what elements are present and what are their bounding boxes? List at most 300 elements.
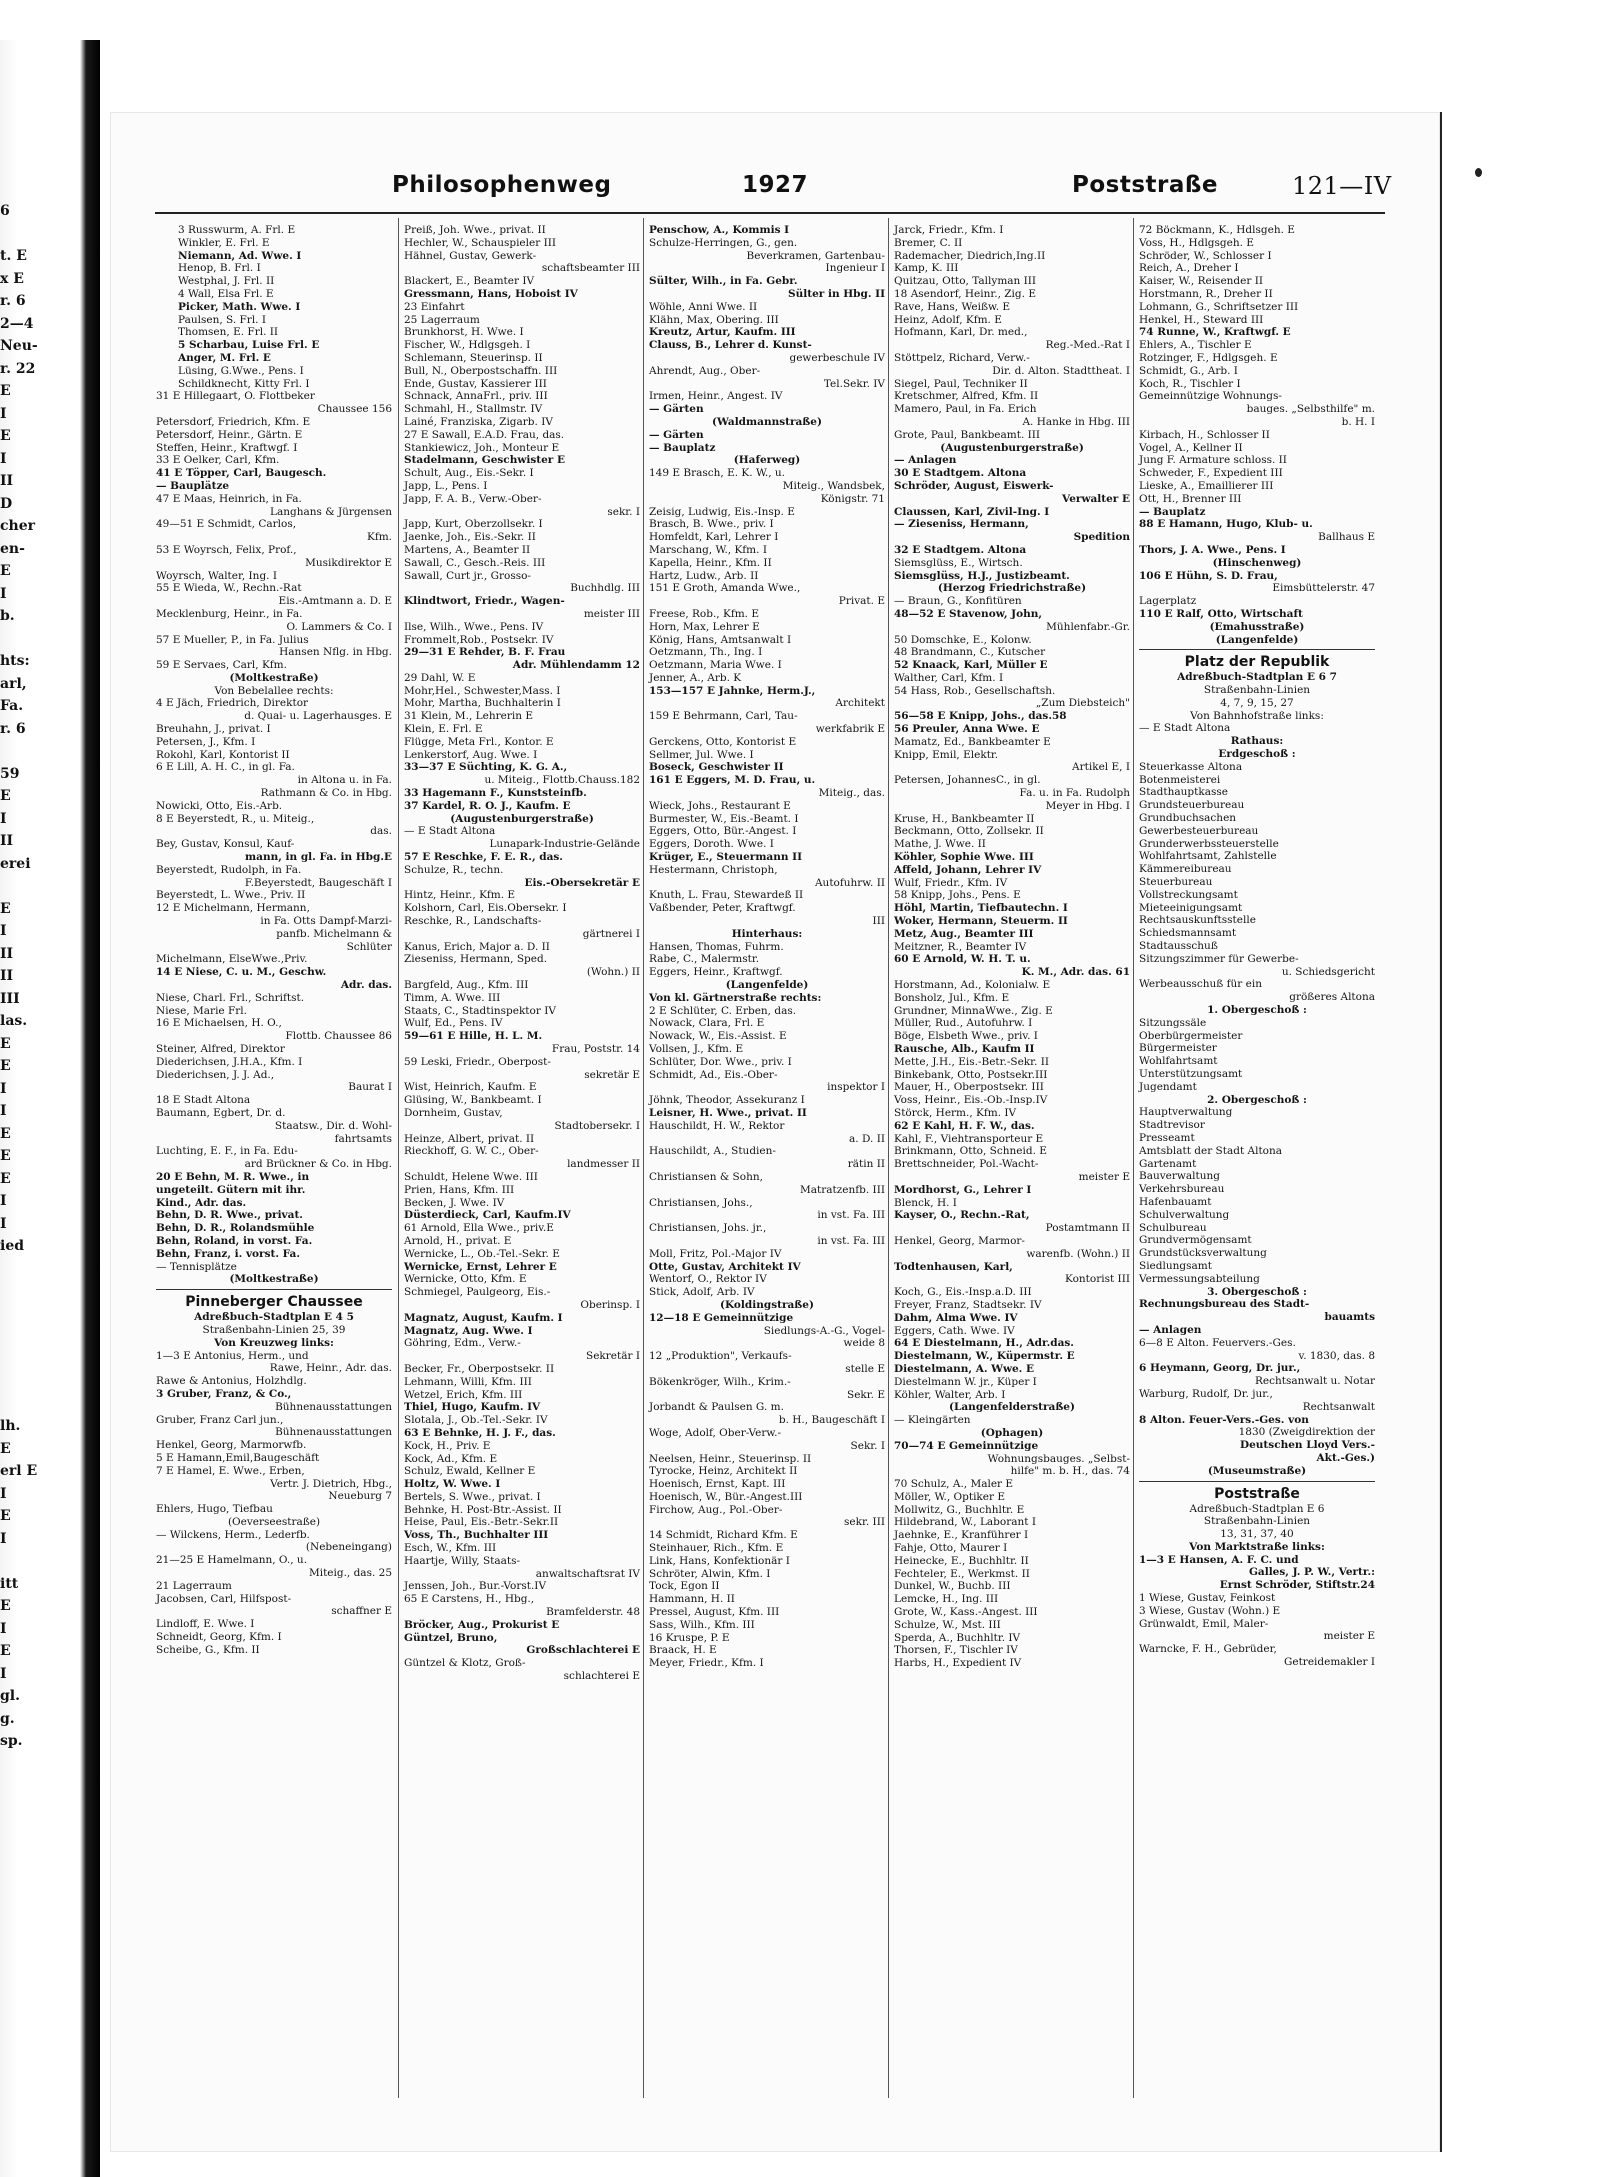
directory-entry-line: Christiansen & Sohn,	[649, 1170, 763, 1183]
directory-entry-line: Königstr. 71	[820, 492, 885, 505]
directory-entry-line: gärtnerei I	[582, 927, 640, 940]
margin-fragment: en-	[0, 540, 25, 557]
directory-entry-line: Eggers, Otto, Bür.-Angest. I	[649, 825, 797, 838]
directory-entry-line: schaffner E	[331, 1605, 392, 1618]
directory-entry-line: Sellmer, Jul. Wwe. I	[649, 748, 754, 761]
column-divider	[398, 218, 399, 2098]
directory-entry-line: Horstmann, Ad., Kolonialw. E	[894, 979, 1051, 992]
margin-fragment: E	[0, 1035, 11, 1052]
directory-entry-line: 56 Preuler, Anna Wwe. E	[894, 723, 1040, 736]
directory-entry-line: Woker, Hermann, Steuerm. II	[894, 915, 1068, 928]
directory-entry-line: Eis.-Obersekretär E	[524, 876, 640, 889]
directory-entry-line: Miteig., das.	[818, 787, 885, 800]
directory-entry-line: Vermessungsabteilung	[1139, 1272, 1260, 1285]
margin-fragment: x E	[0, 270, 24, 287]
directory-entry-line: Bühnenausstattungen	[275, 1400, 392, 1413]
directory-entry-line: Stadelmann, Geschwister E	[404, 454, 565, 467]
directory-entry-line: Knuth, L. Frau, Stewardeß II	[649, 889, 804, 902]
directory-entry-line: Schiedsmannsamt	[1139, 927, 1237, 940]
margin-fragment: E	[0, 1125, 11, 1142]
directory-entry-line: Lindloff, E. Wwe. I	[156, 1618, 255, 1631]
directory-entry-line: Grunderwerbssteuerstelle	[1139, 837, 1279, 850]
margin-fragment: E	[0, 1643, 11, 1659]
directory-entry-line: Tock, Egon II	[649, 1580, 720, 1593]
directory-entry-line: Schlüter	[346, 940, 392, 953]
directory-entry-line: Koch, R., Tischler I	[1139, 377, 1241, 390]
directory-entry-line: 12 „Produktion", Verkaufs-	[649, 1350, 792, 1363]
directory-entry-line: 31 Klein, M., Lehrerin E	[404, 710, 533, 723]
directory-entry-line: — E Stadt Altona	[404, 825, 496, 838]
directory-entry-line: (Langenfelderstraße)	[949, 1401, 1075, 1414]
directory-entry-line: Martens, A., Beamter II	[404, 543, 531, 556]
directory-entry-line: Lüsing, G.Wwe., Pens. I	[178, 364, 304, 377]
directory-entry-line: Brasch, B. Wwe., priv. I	[649, 518, 774, 531]
directory-entry-line: Lainé, Franziska, Zigarb. IV	[404, 415, 553, 428]
directory-entry-line: 7 E Hamel, E. Wwe., Erben,	[156, 1464, 305, 1477]
directory-entry-line: Baumann, Egbert, Dr. d.	[156, 1106, 286, 1119]
directory-entry-line: u. Schiedsgericht	[1281, 965, 1375, 978]
directory-entry-line: Becken, J. Wwe. IV	[404, 1196, 505, 1209]
directory-entry-line: Klähn, Max, Obering. III	[649, 313, 779, 326]
directory-entry-line: Thorsen, F., Tischler IV	[894, 1644, 1018, 1657]
directory-entry-line: Mette, J.H., Eis.-Betr.-Sekr. II	[894, 1055, 1049, 1068]
directory-entry-line: Henkel, Georg, Marmor-	[894, 1234, 1025, 1247]
directory-entry-line: Störck, Herm., Kfm. IV	[894, 1106, 1017, 1119]
directory-entry-line: Meyer in Hbg. I	[1045, 799, 1130, 812]
directory-entry-line: 1830 (Zweigdirektion der	[1238, 1426, 1375, 1439]
directory-entry-line: Knipp, Emil, Elektr.	[894, 748, 999, 761]
directory-entry-line: Güntzel & Klotz, Groß-	[404, 1657, 526, 1670]
directory-entry-line: Mohr, Martha, Buchhalterin I	[404, 697, 561, 710]
directory-entry-line: Straßenbahn-Linien	[1203, 684, 1311, 697]
directory-entry-line: Winkler, E. Frl. E	[178, 236, 270, 249]
directory-entry-line: 16 Kruspe, P. E	[649, 1631, 730, 1644]
directory-entry-line: Thors, J. A. Wwe., Pens. I	[1139, 543, 1286, 556]
directory-entry-line: Wöhle, Anni Wwe. II	[649, 300, 758, 313]
directory-entry-line: Siedlungs-A.-G., Vogel-	[763, 1324, 885, 1337]
margin-fragment: Neu-	[0, 338, 38, 354]
directory-entry-line: Miteig., das. 25	[308, 1567, 392, 1580]
directory-entry-line: 8 E Beyerstedt, R., u. Miteig.,	[156, 812, 315, 825]
directory-entry-line: Prien, Hans, Kfm. III	[404, 1183, 515, 1196]
directory-entry-line: Walther, Carl, Kfm. I	[894, 671, 1004, 684]
directory-entry-line: Blenck, H. I	[894, 1196, 957, 1209]
directory-entry-line: Gerckens, Otto, Kontorist E	[649, 735, 797, 748]
directory-entry-line: — Gärten	[649, 428, 704, 441]
directory-entry-line: Anger, M. Frl. E	[178, 351, 271, 364]
header-street-from: Philosophenweg	[392, 172, 612, 198]
directory-entry-line: 33—37 E Süchting, K. G. A.,	[404, 761, 568, 774]
directory-entry-line: Böge, Elsbeth Wwe., priv. I	[894, 1030, 1038, 1043]
directory-entry-line: Behn, D. R. Wwe., privat.	[156, 1209, 303, 1222]
directory-entry-line: Mamatz, Ed., Bankbeamter E	[894, 735, 1051, 748]
directory-entry-line: Rathmann & Co. in Hbg.	[260, 787, 392, 800]
directory-entry-line: Clauss, B., Lehrer d. Kunst-	[649, 339, 812, 352]
directory-entry-line: 48 Brandmann, C., Kutscher	[894, 646, 1046, 659]
directory-entry-line: Wohlfahrtsamt, Zahlstelle	[1139, 850, 1277, 863]
margin-fragment: Fa.	[0, 698, 24, 714]
directory-entry-line: Kahl, F., Viehtransporteur E	[894, 1132, 1044, 1145]
directory-entry-line: Bürgermeister	[1139, 1042, 1217, 1055]
header-year: 1927	[742, 172, 809, 198]
directory-entry-line: Schmahl, H., Stallmstr. IV	[404, 403, 543, 416]
directory-entry-line: 3 Wiese, Gustav (Wohn.) E	[1139, 1604, 1281, 1617]
directory-entry-line: Magnatz, August, Kaufm. I	[404, 1311, 563, 1324]
directory-entry-line: Blackert, E., Beamter IV	[404, 275, 535, 288]
directory-entry-line: Reschke, R., Landschafts-	[404, 915, 542, 928]
directory-entry-line: 59 E Servaes, Carl, Kfm.	[156, 659, 287, 672]
directory-entry-line: 151 E Groth, Amanda Wwe.,	[649, 582, 801, 595]
margin-fragment: arl,	[0, 675, 27, 692]
directory-entry-line: Thiel, Hugo, Kaufm. IV	[404, 1401, 541, 1414]
directory-page	[110, 112, 1442, 2152]
directory-entry-line: Hofmann, Karl, Dr. med.,	[894, 326, 1028, 339]
directory-entry-line: Hartz, Ludw., Arb. II	[649, 569, 759, 582]
directory-entry-line: hilfe" m. b. H., das. 74	[1010, 1465, 1130, 1478]
directory-column-5	[1139, 224, 1375, 1669]
directory-entry-line: Michelmann, ElseWwe.,Priv.	[156, 953, 308, 966]
directory-entry-line: Verkehrsbureau	[1139, 1183, 1225, 1196]
directory-entry-line: Schlemann, Steuerinsp. II	[404, 351, 543, 364]
directory-entry-line: 13, 31, 37, 40	[1220, 1528, 1294, 1541]
directory-entry-line: Jenssen, Joh., Bur.-Vorst.IV	[404, 1580, 547, 1593]
directory-entry-line: Kock, H., Priv. E	[404, 1439, 491, 1452]
directory-column-1	[156, 224, 392, 1657]
directory-entry-line: Hafenbauamt	[1139, 1195, 1212, 1208]
directory-entry-line: 18 E Stadt Altona	[156, 1094, 251, 1107]
directory-entry-line: 1 Wiese, Gustav, Feinkost	[1139, 1592, 1276, 1605]
directory-entry-line: Bökenkröger, Wilh., Krim.-	[649, 1375, 791, 1388]
directory-entry-line: 57 E Mueller, P., in Fa. Julius	[156, 633, 309, 646]
directory-entry-line: 21 Lagerraum	[156, 1579, 232, 1592]
margin-fragment	[0, 1303, 30, 1326]
directory-entry-line: Niese, Charl. Frl., Schriftst.	[156, 991, 305, 1004]
margin-fragment	[0, 1393, 30, 1416]
directory-entry-line: Behn, D. R., Rolandsmühle	[156, 1222, 315, 1235]
margin-fragment: erl E	[0, 1463, 38, 1479]
directory-entry-line: Horstmann, R., Dreher II	[1139, 287, 1273, 300]
directory-entry-line: Quitzau, Otto, Tallyman III	[894, 275, 1037, 288]
directory-entry-line: anwaltschaftsrat IV	[535, 1567, 640, 1580]
directory-entry-line: Todtenhausen, Karl,	[894, 1260, 1013, 1273]
directory-entry-line: (Hinschenweg)	[1212, 556, 1302, 569]
directory-entry-line: Unterstützungsamt	[1139, 1068, 1243, 1080]
directory-entry-line: werkfabrik E	[815, 723, 885, 736]
directory-entry-line: Jacobsen, Carl, Hilfspost-	[156, 1592, 292, 1605]
directory-entry-line: d. Quai- u. Lagerhausges. E	[244, 710, 392, 723]
directory-entry-line: Schweder, F., Expedient III	[1139, 467, 1283, 480]
directory-entry-line: Grundner, MinnaWwe., Zig. E	[894, 1004, 1053, 1017]
directory-entry-line: Schneidt, Georg, Kfm. I	[156, 1631, 282, 1644]
directory-entry-line: v. 1830, das. 8	[1298, 1349, 1375, 1362]
directory-entry-line: 65 E Carstens, H., Hbg.,	[404, 1593, 535, 1606]
directory-entry-line: weide 8	[843, 1337, 885, 1350]
directory-entry-line: (Langenfelde)	[1215, 633, 1299, 646]
directory-entry-line: Rechnungsbureau des Stadt-	[1139, 1298, 1310, 1311]
directory-entry-line: Binkebank, Otto, Postsekr.III	[894, 1068, 1048, 1081]
margin-fragment: D	[0, 495, 13, 512]
directory-entry-line: Diederichsen, J.H.A., Kfm. I	[156, 1055, 303, 1068]
directory-entry-line: O. Lammers & Co. I	[286, 620, 392, 633]
margin-fragment: cher	[0, 518, 35, 534]
directory-entry-line: 63 E Behnke, H. J. F., das.	[404, 1426, 556, 1439]
directory-entry-line: Petersen, J., Kfm. I	[156, 735, 256, 748]
margin-fragment: 2—4	[0, 315, 34, 332]
directory-entry-line: Beyerstedt, Rudolph, in Fa.	[156, 863, 302, 876]
directory-entry-line: Oetzmann, Th., Ing. I	[649, 646, 763, 659]
directory-entry-line: Hinterhaus:	[731, 927, 803, 940]
directory-entry-line: Hansen, Thomas, Fuhrm.	[649, 940, 784, 953]
directory-entry-line: Wentorf, O., Rektor IV	[649, 1273, 767, 1286]
directory-entry-line: sekr. I	[607, 505, 640, 518]
directory-entry-line: Preiß, Joh. Wwe., privat. II	[404, 224, 546, 236]
directory-entry-line: Kanus, Erich, Major a. D. II	[404, 940, 550, 953]
directory-entry-line: Schmidt, Ad., Eis.-Ober-	[649, 1068, 778, 1081]
directory-entry-line: 33 E Oelker, Carl, Kfm.	[156, 454, 280, 467]
directory-entry-line: Flottb. Chaussee 86	[285, 1030, 392, 1043]
directory-entry-line: Schlüter, Dor. Wwe., priv. I	[649, 1055, 792, 1068]
margin-fragment: I	[0, 1485, 7, 1502]
directory-entry-line: Kretschmer, Alfred, Kfm. II	[894, 390, 1039, 403]
directory-entry-line: 62 E Kahl, H. F. W., das.	[894, 1119, 1035, 1132]
directory-entry-line: — Bauplätze	[156, 479, 230, 492]
directory-entry-line: 59 Leski, Friedr., Oberpost-	[404, 1055, 551, 1068]
directory-entry-line: Steiner, Alfred, Direktor	[156, 1043, 285, 1055]
directory-entry-line: Sawall, Curt jr., Grosso-	[404, 569, 531, 582]
directory-entry-line: Kreutz, Artur, Kaufm. III	[649, 326, 796, 339]
directory-entry-line: Rausche, Alb., Kaufm II	[894, 1043, 1035, 1055]
margin-fragment: I	[0, 1215, 7, 1232]
margin-fragment: b.	[0, 608, 15, 624]
margin-fragment: ied	[0, 1238, 25, 1254]
directory-entry-line: 14 E Niese, C. u. M., Geschw.	[156, 966, 327, 979]
directory-entry-line: Schmiegel, Paulgeorg, Eis.-	[404, 1286, 551, 1299]
directory-entry-line: 5 Scharbau, Luise Frl. E	[178, 339, 320, 352]
directory-entry-line: Adr. das.	[340, 979, 392, 992]
directory-entry-line: Meitzner, R., Beamter IV	[894, 940, 1027, 953]
directory-entry-line: Diestelmann, A. Wwe. E	[894, 1362, 1034, 1375]
directory-entry-line: K. M., Adr. das. 61	[1021, 966, 1130, 979]
directory-entry-line: Stick, Adolf, Arb. IV	[649, 1286, 755, 1299]
directory-entry-line: Schnack, AnnaFrl., priv. III	[404, 390, 548, 403]
directory-entry-line: Sitzungszimmer für Gewerbe-	[1139, 952, 1299, 965]
directory-entry-line: Neelsen, Heinr., Steuerinsp. II	[649, 1452, 812, 1465]
directory-entry-line: 1—3 E Hansen, A. F. C. und	[1139, 1553, 1299, 1566]
directory-entry-line: Schröter, Alwin, Kfm. I	[649, 1567, 771, 1580]
directory-entry-line: Adreßbuch-Stadtplan E 4 5	[194, 1311, 354, 1324]
directory-entry-line: Kaiser, W., Reisender II	[1139, 275, 1264, 288]
directory-entry-line: Scheibe, G., Kfm. II	[156, 1643, 260, 1656]
directory-entry-line: Diestelmann W. jr., Küper I	[894, 1375, 1037, 1388]
directory-entry-line: Diestelmann, W., Küpermstr. E	[894, 1350, 1075, 1363]
directory-column-2	[404, 224, 640, 1683]
directory-entry-line: Oetzmann, Maria Wwe. I	[649, 659, 782, 672]
margin-fragment: E	[0, 383, 11, 399]
directory-entry-line: Braack, H. E	[649, 1644, 717, 1657]
directory-entry-line: Sekretär I	[586, 1350, 640, 1363]
margin-fragment: E	[0, 1598, 11, 1614]
directory-entry-line: Rave, Hans, Weißw. E	[894, 300, 1011, 313]
directory-entry-line: gewerbeschule IV	[789, 351, 885, 364]
street-heading: Poststraße	[1214, 1485, 1300, 1502]
street-heading: Platz der Republik	[1184, 654, 1330, 671]
margin-fragment: E	[0, 900, 11, 917]
directory-entry-line: Sülter in Hbg. II	[788, 287, 885, 300]
margin-fragment: I	[0, 1080, 7, 1097]
directory-entry-line: Bühnenausstattungen	[275, 1426, 392, 1439]
directory-entry-line: Grünwaldt, Emil, Maler-	[1139, 1617, 1269, 1630]
directory-entry-line: Tel.Sekr. IV	[823, 377, 885, 390]
directory-entry-line: meister III	[583, 607, 640, 620]
directory-entry-line: Köhler, Walter, Arb. I	[894, 1388, 1006, 1401]
directory-entry-line: Wulf, Friedr., Kfm. IV	[894, 876, 1008, 889]
directory-entry-line: Hauschildt, A., Studien-	[649, 1145, 776, 1158]
directory-entry-line: 72 Böckmann, K., Hdlsgeh. E	[1139, 224, 1295, 236]
directory-entry-line: Dunkel, W., Buchb. III	[894, 1580, 1011, 1593]
directory-entry-line: landmesser II	[567, 1158, 640, 1171]
directory-entry-line: Becker, Fr., Oberpostsekr. II	[404, 1362, 555, 1375]
directory-entry-line: fahrtsamts	[334, 1132, 392, 1145]
directory-entry-line: Siedlungsamt	[1139, 1259, 1212, 1272]
margin-fragment: 6	[0, 203, 10, 219]
directory-entry-line: Affeld, Johann, Lehrer IV	[894, 863, 1042, 876]
directory-entry-line: 56—58 E Knipp, Johs., das.58	[894, 710, 1067, 723]
directory-entry-line: 60 E Arnold, W. H. T. u.	[894, 953, 1031, 966]
directory-entry-line: Zeisig, Ludwig, Eis.-Insp. E	[649, 505, 795, 518]
directory-entry-line: in vst. Fa. III	[817, 1209, 885, 1222]
directory-entry-line: 153—157 E Jahnke, Herm.J.,	[649, 684, 816, 697]
directory-entry-line: — Braun, G., Konfitüren	[894, 595, 1022, 608]
directory-entry-line: Güntzel, Bruno,	[404, 1631, 498, 1644]
directory-entry-line: F.Beyerstedt, Baugeschäft I	[244, 876, 392, 889]
directory-entry-line: Werbeausschuß für ein	[1139, 978, 1263, 991]
directory-entry-line: 29 Dahl, W. E	[404, 671, 476, 684]
directory-entry-line: Heinecke, E., Buchhltr. II	[894, 1554, 1029, 1567]
directory-entry-line: Von Bahnhofstraße links:	[1190, 709, 1324, 722]
directory-entry-line: Vogel, A., Kellner II	[1139, 441, 1243, 454]
directory-entry-line: Eis.-Amtmann a. D. E	[278, 595, 392, 608]
directory-entry-line: Lenkerstorf, Aug. Wwe. I	[404, 748, 538, 761]
directory-entry-line: Kolshorn, Carl, Eis.Obersekr. I	[404, 902, 567, 915]
directory-entry-line: Dornheim, Gustav,	[404, 1106, 503, 1119]
directory-entry-line: Steuerbureau	[1139, 876, 1213, 889]
directory-entry-line: Stadtobersekr. I	[554, 1119, 640, 1132]
directory-entry-line: (Langenfelde)	[725, 979, 809, 992]
directory-entry-line: Burmester, W., Eis.-Beamt. I	[649, 812, 799, 825]
directory-entry-line: Langhans & Jürgensen	[270, 505, 392, 518]
margin-fragment: erei	[0, 855, 31, 872]
margin-fragment: II	[0, 833, 14, 849]
directory-entry-line: Rawe & Antonius, Holzhdlg.	[156, 1375, 307, 1388]
margin-fragment: sp.	[0, 1733, 23, 1749]
directory-entry-line: Luchting, E. F., in Fa. Edu-	[156, 1145, 298, 1158]
directory-entry-line: 2. Obergeschoß :	[1207, 1093, 1307, 1106]
directory-entry-line: Wohlfahrtsamt	[1139, 1055, 1218, 1068]
directory-entry-line: Spedition	[1073, 531, 1130, 544]
directory-entry-line: rätin II	[847, 1158, 885, 1171]
directory-entry-line: 161 E Eggers, M. D. Frau, u.	[649, 774, 816, 787]
directory-entry-line: 52 Knaack, Karl, Müller E	[894, 659, 1048, 672]
directory-entry-line: Siegel, Paul, Techniker II	[894, 377, 1028, 390]
directory-entry-line: meister E	[1078, 1170, 1130, 1183]
directory-entry-line: Brinkmann, Otto, Schneid. E	[894, 1145, 1047, 1158]
margin-fragment: II	[0, 968, 14, 984]
directory-entry-line: Petersdorf, Heinr., Gärtn. E	[156, 428, 303, 441]
directory-entry-line: Boseck, Geschwister II	[649, 761, 784, 774]
directory-entry-line: Gartenamt	[1139, 1157, 1197, 1170]
margin-fragment	[0, 1258, 30, 1281]
directory-entry-line: Jugendamt	[1139, 1080, 1197, 1093]
margin-fragment: E	[0, 788, 11, 804]
directory-entry-line: Irmen, Heinr., Angest. IV	[649, 390, 783, 403]
directory-entry-line: Beverkramen, Gartenbau-	[746, 249, 885, 262]
directory-entry-line: 41 E Töpper, Carl, Baugesch.	[156, 467, 327, 480]
directory-entry-line: Grundvermögensamt	[1139, 1234, 1252, 1247]
directory-entry-line: Mieteeinigungsamt	[1139, 901, 1243, 914]
directory-entry-line: Hechler, W., Schauspieler III	[404, 236, 557, 249]
directory-entry-line: 149 E Brasch, E. K. W., u.	[649, 467, 786, 480]
directory-entry-line: Bull, N., Oberpostschaffn. III	[404, 364, 558, 377]
margin-fragment	[0, 1280, 30, 1303]
directory-entry-line: Koch, G., Eis.-Insp.a.D. III	[894, 1286, 1032, 1299]
column-divider	[888, 218, 889, 2098]
directory-entry-line: Rechtsanwalt	[1302, 1400, 1375, 1413]
directory-entry-line: Mühlenfabr.-Gr.	[1046, 620, 1130, 633]
directory-entry-line: Botenmeisterei	[1139, 773, 1221, 786]
directory-entry-line: Voss, Th., Buchhalter III	[404, 1529, 549, 1542]
directory-entry-line: Christiansen, Johs. jr.,	[649, 1222, 767, 1235]
directory-entry-line: Ahrendt, Aug., Ober-	[649, 364, 761, 377]
directory-entry-line: Lagerplatz	[1139, 595, 1197, 608]
directory-entry-line: Siemsglüss, H.J., Justizbeamt.	[894, 569, 1070, 582]
directory-entry-line: Stadtausschuß	[1139, 940, 1218, 953]
directory-entry-line: Vaßbender, Peter, Kraftwgf.	[649, 902, 796, 915]
directory-entry-line: 29—31 E Rehder, B. F. Frau	[404, 646, 566, 659]
margin-fragment: E	[0, 1148, 11, 1164]
directory-entry-line: Ehlers, Hugo, Tiefbau	[156, 1503, 273, 1516]
directory-entry-line: — Bauplatz	[1139, 505, 1206, 518]
directory-entry-line: Grundsteuerbureau	[1139, 799, 1245, 812]
directory-entry-line: Kontorist III	[1065, 1273, 1130, 1286]
margin-fragment: II	[0, 945, 14, 962]
directory-column-4	[894, 224, 1130, 1670]
directory-entry-line: Henkel, H., Steward III	[1139, 313, 1264, 326]
directory-entry-line: 55 E Wieda, W., Rechn.-Rat	[156, 582, 302, 595]
directory-entry-line: Kayser, O., Rechn.-Rat,	[894, 1209, 1030, 1222]
directory-entry-line: Wernicke, Ernst, Lehrer E	[404, 1260, 557, 1273]
directory-entry-line: (Oeverseestraße)	[227, 1515, 321, 1528]
directory-column-3	[649, 224, 885, 1670]
directory-entry-line: Verwalter E	[1062, 492, 1130, 505]
directory-entry-line: 30 E Stadtgem. Altona	[894, 467, 1027, 480]
directory-entry-line: Steinhauer, Rich., Kfm. E	[649, 1542, 784, 1555]
directory-entry-line: Sekr. E	[847, 1388, 885, 1401]
directory-entry-line: Meyer, Friedr., Kfm. I	[649, 1657, 764, 1670]
directory-entry-line: 5 E Hamann,Emil,Baugeschäft	[156, 1451, 320, 1464]
directory-entry-line: Ende, Gustav, Kassierer III	[404, 377, 547, 390]
directory-entry-line: 18 Asendorf, Heinr., Zig. E	[894, 287, 1036, 300]
directory-entry-line: Matratzenfb. III	[800, 1183, 885, 1196]
directory-entry-line: Grundbuchsachen	[1139, 812, 1237, 825]
directory-entry-line: (Ophagen)	[980, 1426, 1044, 1439]
directory-entry-line: — E Stadt Altona	[1139, 722, 1231, 735]
directory-entry-line: Nowack, Clara, Frl. E	[649, 1017, 765, 1030]
margin-fragment	[0, 1348, 30, 1371]
directory-entry-line: Hähnel, Gustav, Gewerk-	[404, 249, 537, 262]
directory-entry-line: 27 E Sawall, E.A.D. Frau, das.	[404, 428, 565, 441]
directory-entry-line: Link, Hans, Konfektionär I	[649, 1554, 790, 1567]
directory-entry-line: Brunkhorst, H. Wwe. I	[404, 326, 524, 339]
